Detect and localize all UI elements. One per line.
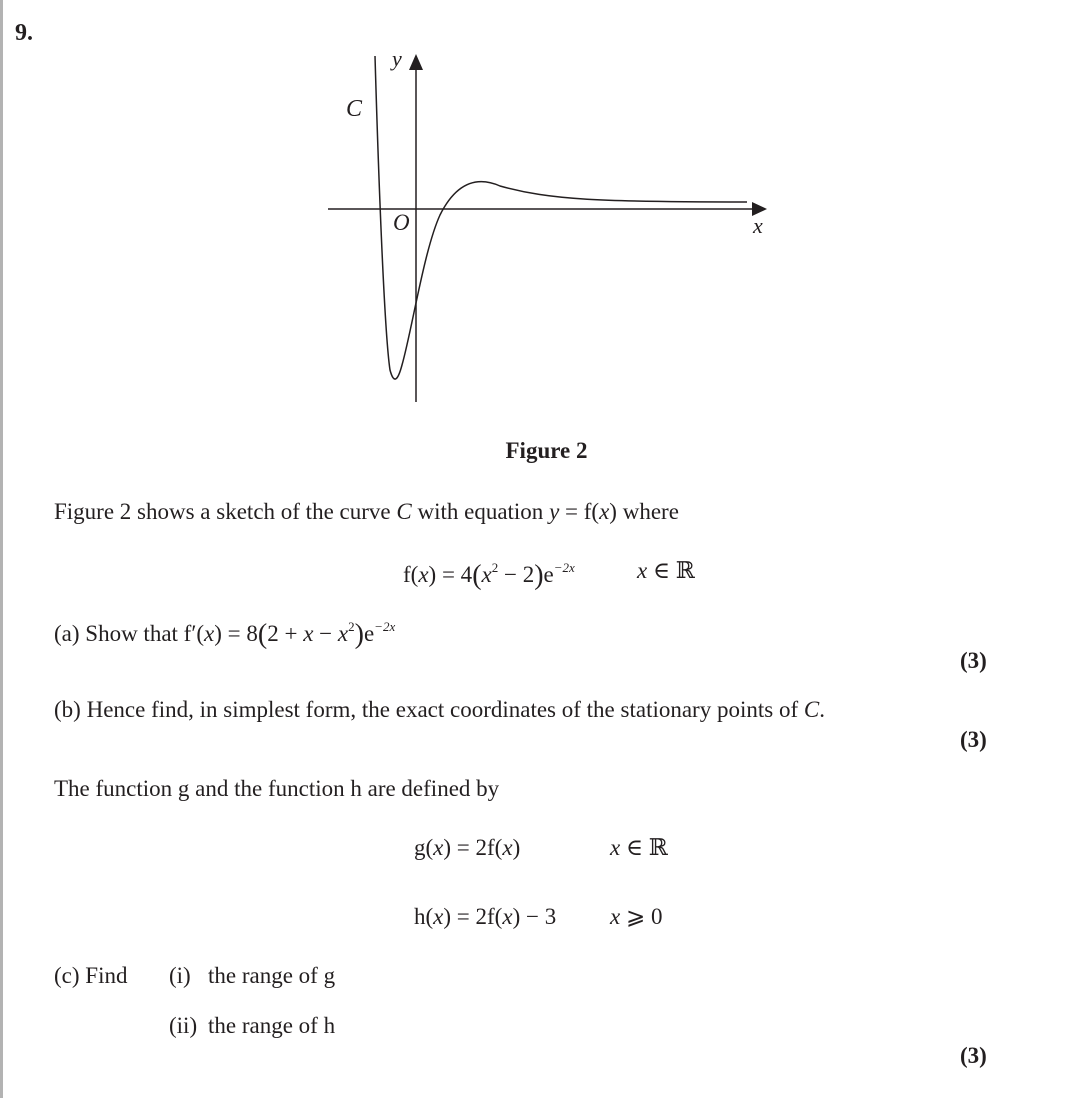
part-c-ii-label: (ii) xyxy=(169,1013,198,1038)
origin-label: O xyxy=(393,210,410,235)
functions-intro: The function g and the function h are defined by xyxy=(54,776,500,801)
h-domain: x ⩾ 0 xyxy=(610,904,663,929)
part-c-ii-text: the range of h xyxy=(208,1013,336,1038)
f-domain: x ∈ ℝ xyxy=(637,558,695,583)
part-c-i-label: (i) xyxy=(169,963,191,988)
curve-label: C xyxy=(346,96,363,122)
part-c-i-text: the range of g xyxy=(208,963,336,988)
part-c-label: (c) Find xyxy=(54,963,128,988)
question-number: 9. xyxy=(15,20,33,46)
y-axis-label: y xyxy=(392,46,402,71)
part-c-marks: (3) xyxy=(960,1043,987,1068)
g-definition: g(x) = 2f(x) xyxy=(414,835,521,860)
part-a: (a) Show that $f'(x) = 8(2 + x - x^2)e^{-2x}$ xyxy=(54,619,396,650)
page-margin-rule xyxy=(0,0,3,1098)
h-definition: h(x) = 2f(x) − 3 xyxy=(414,904,557,929)
figure-caption: Figure 2 xyxy=(505,438,588,463)
part-a-marks: (3) xyxy=(960,648,987,673)
figure-2-sketch xyxy=(320,40,780,410)
intro-text: Figure 2 shows a sketch of the curve C with equation y = f(x) where xyxy=(54,499,679,524)
x-axis-label: x xyxy=(753,213,763,238)
f-definition: $f(x) = 4(x^2 - 2)e^{-2x}$ xyxy=(403,560,575,591)
part-b: (b) Hence find, in simplest form, the exact coordinates of the stationary points of C. xyxy=(54,697,825,722)
g-domain: x ∈ ℝ xyxy=(610,835,668,860)
part-b-marks: (3) xyxy=(960,727,987,752)
